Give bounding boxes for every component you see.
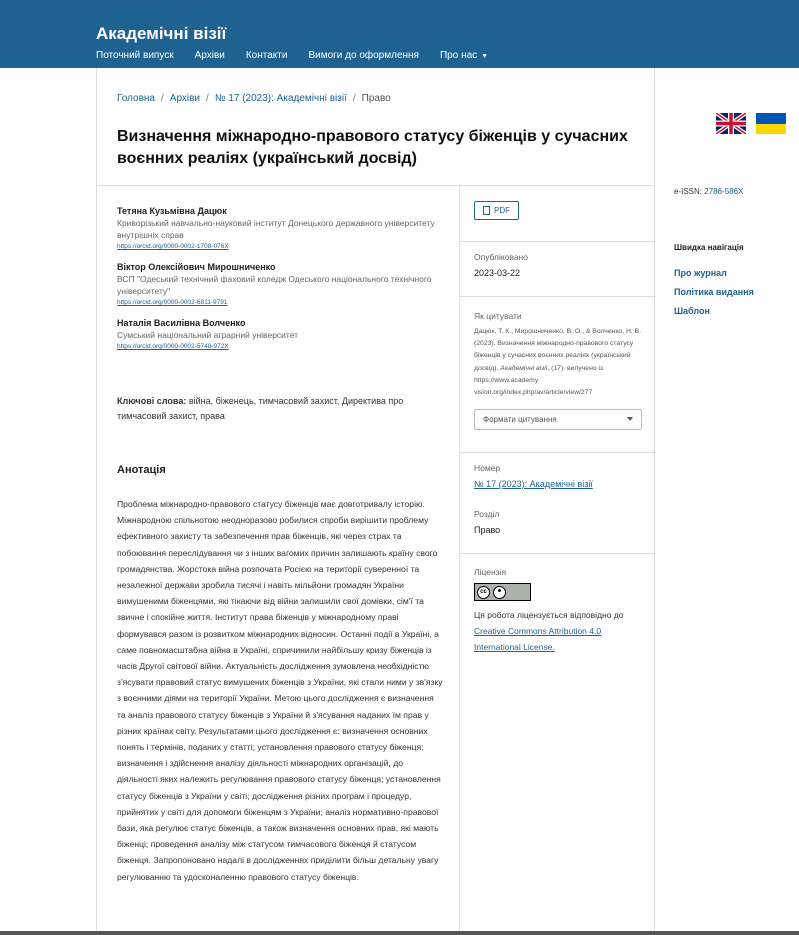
section-label: Розділ [474,509,500,519]
author-orcid-link[interactable]: https://orcid.org/0000-0002-1708-076X [117,243,229,250]
chevron-down-icon [627,417,633,421]
author-orcid-link[interactable]: https://orcid.org/0000-0002-6811-9791 [117,299,228,306]
citation-authors: Дацюк, Т. К., Мирошниченко, В. О., & Волченко, Н. В. (2023). Визначення міжнародно-правового статусу біженців у сучасних воєнних реаліях (український досвід). [474,328,642,372]
section-value: Право [474,525,501,535]
abstract-text: Проблема міжнародно-правового статусу біженців має довготривалу історію. Міжнародною спільнотою неодноразово робилися спроби вирішити проблему ефективного захисту та забезпечення прав біженців, які через страх та побоювання переслідування чи з інших вагомих причин залишають країну свого громадянства. Жорстока війна розпочата Росією на території суверенної та незалежної держави зробила тисячі і навіть мільйони громадян України вимушеними біженцями, які тікаючи від війни залишили свої домівки, сім'ї та звичне і спокійне життя. Інститут права біженців у міжнародному праві формувався разом із розвитком міжнародних відносин. Останні події в Україні, а саме повномасштабна війна в Україні, спричинили найбільшу кризу біженців із часів Другої світової війни. Актуальність дослідження зумовлена необхідністю з'ясувати правовий статус вимушених біженців з України, які стали ними у зв'язку з воєнними діями на території України. Метою цього дослідження є визначення та аналіз правового статусу біженців з України й з'ясування наданих їм прав у різних країнах світу. Результатами цього дослідження є: визначення основних понять і термінів, поданих у статті; установлення правового статусу біженця; визначення і здійснення аналізу діяльності міжнародних організацій, до діяльності яких належить регулювання правового статусу біженця; установлення статусу біженців з України у світі; дослідження різних програм і процедур, прийнятих у світі для допомоги біженцям з України; аналіз нормативно-правової бази, яка регулює статус біженців, а також визначення основних прав, які мають біженці; проведення аналізу між статусом тимчасового біженця й статусом біженця. Запропоновано надалі в дослідженнях приділити більш детальну увагу регулюванню та удосконаленню правового статусу біженців. [117,499,443,882]
author-item [117,317,442,352]
author-name: Тетяна Кузьмівна Дацюк [117,206,227,216]
citation-text [474,326,644,399]
divider [460,241,656,242]
chevron-down-icon: ▼ [481,53,489,60]
eissn [674,187,743,196]
main-nav [96,50,509,61]
author-affiliation: Сумський національний аграрний університет [117,330,299,340]
breadcrumb [117,93,391,104]
author-item [117,261,442,308]
nav-current-issue[interactable]: Поточний випуск [96,50,174,61]
divider [97,185,654,186]
taskbar-edge [0,931,799,935]
author-list [117,205,442,361]
author-name: Віктор Олексійович Мирошниченко [117,262,276,272]
site-title-link[interactable]: Академічні візії [96,24,227,43]
pdf-download-button[interactable] [474,201,519,220]
citation-formats-dropdown[interactable] [474,409,642,430]
quick-nav-about[interactable]: Про журнал [674,268,727,278]
cc-by-license-badge[interactable] [474,583,531,601]
license-label: Ліцензія [474,567,507,577]
pdf-label: PDF [494,206,510,215]
published-label: Опубліковано [474,252,529,262]
divider [460,296,656,297]
column-divider [459,185,460,935]
citation-journal: Академічні візії [500,364,548,372]
breadcrumb-separator: / [161,93,164,104]
breadcrumb-home[interactable]: Головна [117,93,155,104]
author-name: Наталія Василівна Волченко [117,318,246,328]
author-item [117,205,442,252]
breadcrumb-separator: / [206,93,209,104]
issue-label: Номер [474,463,501,473]
author-affiliation: ВСП "Одеський технічний фаховий коледж Одеського національного технічного університету" [117,274,432,296]
license-statement: Ця робота ліцензується відповідно до [474,610,624,620]
eissn-link[interactable]: 2786-586X [704,187,744,196]
issue-link[interactable]: № 17 (2023): Академічні візії [474,479,593,489]
quick-nav-policy[interactable]: Політика видання [674,287,754,297]
quick-nav [674,268,754,325]
main-content [96,68,655,935]
nav-about-dropdown[interactable] [440,50,488,61]
file-icon [483,206,490,215]
quick-nav-template[interactable]: Шаблон [674,306,710,316]
breadcrumb-issue[interactable]: № 17 (2023): Академічні візії [214,93,347,104]
person-icon [493,586,506,599]
eissn-label: e-ISSN: [674,187,703,196]
author-orcid-link[interactable]: https://orcid.org/0000-0002-5748-972X [117,343,229,350]
keywords-label: Ключові слова: [117,396,187,406]
article-title: Визначення міжнародно-правового статусу біженців у сучасних воєнних реаліях (український досвід) [117,128,628,167]
published-date: 2023-03-22 [474,268,521,278]
citation-source: , (17). вилучено із https://www.academy vision.org/index.php/av/article/view/277 [474,364,604,397]
divider [460,553,656,554]
cite-label: Як цитувати [474,311,522,321]
ukraine-flag-icon[interactable] [756,113,786,134]
nav-about-label: Про нас [439,50,478,61]
nav-contacts[interactable]: Контакти [245,50,288,61]
keywords-value: війна, біженець, тимчасовий захист, Директива про тимчасовий захист, права [117,396,404,421]
license-link[interactable]: Creative Commons Attribution 4.0 International License. [474,626,602,652]
nav-requirements[interactable]: Вимоги до оформлення [308,50,419,61]
breadcrumb-separator: / [352,93,356,104]
nav-archives[interactable]: Архіви [194,50,225,61]
breadcrumb-archives[interactable]: Архіви [169,93,201,104]
citation-formats-label: Формати цитування [483,415,557,424]
license-text [474,607,644,655]
abstract-heading: Анотація [117,464,166,476]
cc-icon: cc [477,586,490,599]
divider [460,452,656,453]
quick-nav-title: Швидка навігація [674,243,744,252]
breadcrumb-current: Право [361,93,391,104]
author-affiliation: Криворізький навчально-науковий інститут Донецького державного університету внутрішніх справ [117,218,435,240]
site-header [0,0,799,68]
uk-flag-icon[interactable] [716,113,746,134]
keywords [117,394,417,424]
